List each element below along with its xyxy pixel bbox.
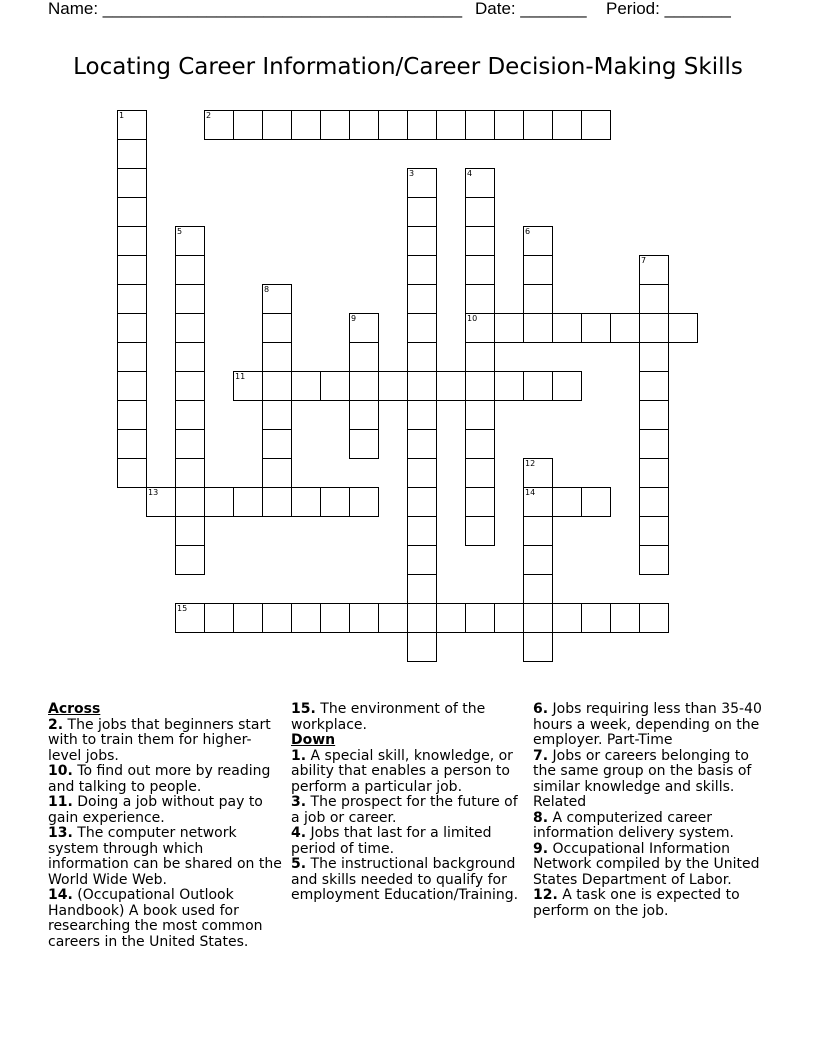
crossword-cell[interactable] <box>349 487 379 517</box>
crossword-cell[interactable] <box>117 197 147 227</box>
crossword-cell[interactable] <box>639 516 669 546</box>
crossword-cell[interactable] <box>175 313 205 343</box>
crossword-cell[interactable] <box>262 371 292 401</box>
crossword-cell[interactable] <box>523 313 553 343</box>
crossword-cell[interactable] <box>465 429 495 459</box>
crossword-cell[interactable] <box>233 603 263 633</box>
crossword-cell[interactable] <box>349 603 379 633</box>
across-clue: 11. Doing a job without pay to gain experience. <box>48 794 263 826</box>
down-clue: 12. A task one is expected to perform on the job. <box>533 887 740 919</box>
crossword-cell[interactable] <box>407 197 437 227</box>
crossword-cell[interactable] <box>349 400 379 430</box>
crossword-cell[interactable] <box>117 371 147 401</box>
crossword-cell[interactable] <box>320 110 350 140</box>
crossword-cell[interactable] <box>465 603 495 633</box>
crossword-cell[interactable] <box>668 313 698 343</box>
crossword-cell[interactable] <box>407 255 437 285</box>
crossword-cell[interactable] <box>407 110 437 140</box>
crossword-cell[interactable] <box>407 603 437 633</box>
crossword-cell[interactable] <box>436 371 466 401</box>
clue-number: 10 <box>467 314 478 323</box>
crossword-cell[interactable] <box>407 574 437 604</box>
crossword-cell[interactable] <box>407 487 437 517</box>
across-clue: 10. To find out more by reading and talking to people. <box>48 763 271 795</box>
crossword-cell[interactable] <box>639 400 669 430</box>
crossword-cell[interactable] <box>465 255 495 285</box>
crossword-cell[interactable] <box>262 284 292 314</box>
crossword-cell[interactable] <box>233 371 263 401</box>
date-field-label[interactable]: Date: _______ <box>475 0 587 18</box>
down-clue: 3. The prospect for the future of a job or career. <box>291 794 518 826</box>
crossword-cell[interactable] <box>523 458 553 488</box>
down-clue: 5. The instructional background and skills needed to qualify for employment Education/Training. <box>291 856 519 903</box>
crossword-cell[interactable] <box>552 110 582 140</box>
crossword-cell[interactable] <box>581 313 611 343</box>
down-clue: 8. A computerized career information delivery system. <box>533 809 734 841</box>
crossword-cell[interactable] <box>204 110 234 140</box>
crossword-cell[interactable] <box>639 487 669 517</box>
crossword-cell[interactable] <box>494 110 524 140</box>
crossword-cell[interactable] <box>175 284 205 314</box>
crossword-cell[interactable] <box>407 313 437 343</box>
down-clue: 6. Jobs requiring less than 35-40 hours a week, depending on the employer. Part-Time <box>533 701 762 748</box>
crossword-cell[interactable] <box>378 603 408 633</box>
crossword-cell[interactable] <box>117 284 147 314</box>
crossword-cell[interactable] <box>262 429 292 459</box>
crossword-cell[interactable] <box>465 284 495 314</box>
crossword-cell[interactable] <box>175 603 205 633</box>
crossword-cell[interactable] <box>639 342 669 372</box>
crossword-cell[interactable] <box>378 371 408 401</box>
crossword-cell[interactable] <box>407 284 437 314</box>
crossword-cell[interactable] <box>494 603 524 633</box>
crossword-cell[interactable] <box>552 603 582 633</box>
crossword-cell[interactable] <box>291 371 321 401</box>
down-clue: 1. A special skill, knowledge, or ability that enables a person to perform a particular job. <box>291 747 513 795</box>
crossword-cell[interactable] <box>552 487 582 517</box>
crossword-cell[interactable] <box>349 110 379 140</box>
clue-number: 15 <box>177 604 188 613</box>
crossword-cell[interactable] <box>639 429 669 459</box>
crossword-cell[interactable] <box>523 110 553 140</box>
crossword-cell[interactable] <box>523 574 553 604</box>
clue-column-1 <box>48 702 284 950</box>
period-field-label[interactable]: Period: _______ <box>606 0 731 18</box>
crossword-cell[interactable] <box>494 313 524 343</box>
crossword-cell[interactable] <box>465 313 495 343</box>
clue-number: 14 <box>525 488 536 497</box>
crossword-cell[interactable] <box>465 168 495 198</box>
crossword-cell[interactable] <box>175 516 205 546</box>
crossword-cell[interactable] <box>523 632 553 662</box>
crossword-cell[interactable] <box>233 110 263 140</box>
page-title: Locating Career Information/Career Decision-Making Skills <box>73 54 743 80</box>
crossword-cell[interactable] <box>117 429 147 459</box>
crossword-cell[interactable] <box>175 458 205 488</box>
crossword-cell[interactable] <box>407 342 437 372</box>
clue-number: 11 <box>235 372 246 381</box>
clue-number: 9 <box>351 314 357 323</box>
crossword-cell[interactable] <box>610 313 640 343</box>
crossword-cell[interactable] <box>639 255 669 285</box>
crossword-cell[interactable] <box>465 197 495 227</box>
crossword-cell[interactable] <box>262 342 292 372</box>
crossword-cell[interactable] <box>175 400 205 430</box>
down-clue: 7. Jobs or careers belonging to the same group on the basis of similar knowledge and skills. Related <box>533 747 752 810</box>
across-clue: 15. The environment of the workplace. <box>291 701 486 733</box>
crossword-cell[interactable] <box>204 603 234 633</box>
crossword-cell[interactable] <box>175 255 205 285</box>
crossword-cell[interactable] <box>262 458 292 488</box>
clue-number: 7 <box>641 256 647 265</box>
crossword-cell[interactable] <box>117 313 147 343</box>
crossword-cell[interactable] <box>523 371 553 401</box>
crossword-cell[interactable] <box>117 226 147 256</box>
crossword-cell[interactable] <box>407 458 437 488</box>
crossword-cell[interactable] <box>117 168 147 198</box>
crossword-cell[interactable] <box>465 110 495 140</box>
down-clue: 4. Jobs that last for a limited period of time. <box>291 825 492 857</box>
crossword-cell[interactable] <box>465 458 495 488</box>
crossword-cell[interactable] <box>465 371 495 401</box>
clue-number: 5 <box>177 227 183 236</box>
crossword-cell[interactable] <box>349 371 379 401</box>
crossword-cell[interactable] <box>465 342 495 372</box>
clue-number: 1 <box>119 111 125 120</box>
crossword-cell[interactable] <box>523 487 553 517</box>
crossword-cell[interactable] <box>523 255 553 285</box>
crossword-cell[interactable] <box>262 110 292 140</box>
crossword-cell[interactable] <box>291 487 321 517</box>
crossword-cell[interactable] <box>523 545 553 575</box>
clue-number: 2 <box>206 111 212 120</box>
clue-number: 8 <box>264 285 270 294</box>
crossword-cell[interactable] <box>523 284 553 314</box>
crossword-cell[interactable] <box>407 516 437 546</box>
crossword-cell[interactable] <box>639 313 669 343</box>
crossword-cell[interactable] <box>465 516 495 546</box>
crossword-cell[interactable] <box>262 487 292 517</box>
crossword-cell[interactable] <box>349 342 379 372</box>
crossword-cell[interactable] <box>639 545 669 575</box>
crossword-cell[interactable] <box>262 400 292 430</box>
crossword-cell[interactable] <box>175 487 205 517</box>
crossword-cell[interactable] <box>320 371 350 401</box>
crossword-cell[interactable] <box>407 632 437 662</box>
crossword-cell[interactable] <box>407 545 437 575</box>
crossword-cell[interactable] <box>581 110 611 140</box>
crossword-cell[interactable] <box>552 313 582 343</box>
crossword-cell[interactable] <box>349 429 379 459</box>
crossword-cell[interactable] <box>436 110 466 140</box>
crossword-cell[interactable] <box>523 516 553 546</box>
clue-number: 4 <box>467 169 473 178</box>
crossword-cell[interactable] <box>436 603 466 633</box>
crossword-cell[interactable] <box>262 313 292 343</box>
crossword-cell[interactable] <box>117 342 147 372</box>
crossword-cell[interactable] <box>465 487 495 517</box>
crossword-cell[interactable] <box>117 139 147 169</box>
crossword-cell[interactable] <box>320 487 350 517</box>
crossword-cell[interactable] <box>378 110 408 140</box>
crossword-cell[interactable] <box>117 255 147 285</box>
crossword-cell[interactable] <box>117 400 147 430</box>
crossword-cell[interactable] <box>639 371 669 401</box>
crossword-cell[interactable] <box>494 371 524 401</box>
crossword-cell[interactable] <box>175 371 205 401</box>
across-heading: Across <box>48 701 101 717</box>
clue-number: 13 <box>148 488 159 497</box>
crossword-cell[interactable] <box>233 487 263 517</box>
crossword-cell[interactable] <box>407 429 437 459</box>
crossword-cell[interactable] <box>639 603 669 633</box>
crossword-cell[interactable] <box>175 545 205 575</box>
clue-column-3 <box>533 702 769 919</box>
crossword-cell[interactable] <box>581 487 611 517</box>
clue-number: 3 <box>409 169 415 178</box>
crossword-cell[interactable] <box>204 487 234 517</box>
down-clue: 9. Occupational Information Network compiled by the United States Department of Labor. <box>533 840 760 888</box>
crossword-cell[interactable] <box>146 487 176 517</box>
name-field-label[interactable]: Name: ______________________________________ <box>48 0 463 18</box>
crossword-cell[interactable] <box>407 371 437 401</box>
crossword-cell[interactable] <box>465 400 495 430</box>
crossword-cell[interactable] <box>117 458 147 488</box>
crossword-cell[interactable] <box>639 458 669 488</box>
crossword-cell[interactable] <box>291 603 321 633</box>
crossword-cell[interactable] <box>610 603 640 633</box>
crossword-cell[interactable] <box>262 603 292 633</box>
crossword-cell[interactable] <box>320 603 350 633</box>
crossword-cell[interactable] <box>523 603 553 633</box>
crossword-cell[interactable] <box>175 226 205 256</box>
clue-number: 6 <box>525 227 531 236</box>
crossword-cell[interactable] <box>175 429 205 459</box>
across-clue: 14. (Occupational Outlook Handbook) A book used for researching the most common careers in the United States. <box>48 887 263 950</box>
crossword-cell[interactable] <box>581 603 611 633</box>
down-heading: Down <box>291 732 336 748</box>
crossword-cell[interactable] <box>552 371 582 401</box>
crossword-cell[interactable] <box>175 342 205 372</box>
crossword-cell[interactable] <box>407 226 437 256</box>
crossword-cell[interactable] <box>117 110 147 140</box>
crossword-cell[interactable] <box>639 284 669 314</box>
crossword-cell[interactable] <box>349 313 379 343</box>
crossword-cell[interactable] <box>407 400 437 430</box>
crossword-cell[interactable] <box>291 110 321 140</box>
clue-column-2 <box>291 702 525 904</box>
across-clue: 13. The computer network system through which information can be shared on the World Wide Web. <box>48 825 282 888</box>
across-clue: 2. The jobs that beginners start with to train them for higher-level jobs. <box>48 716 271 764</box>
crossword-cell[interactable] <box>465 226 495 256</box>
clue-number: 12 <box>525 459 536 468</box>
crossword-cell[interactable] <box>407 168 437 198</box>
crossword-cell[interactable] <box>523 226 553 256</box>
